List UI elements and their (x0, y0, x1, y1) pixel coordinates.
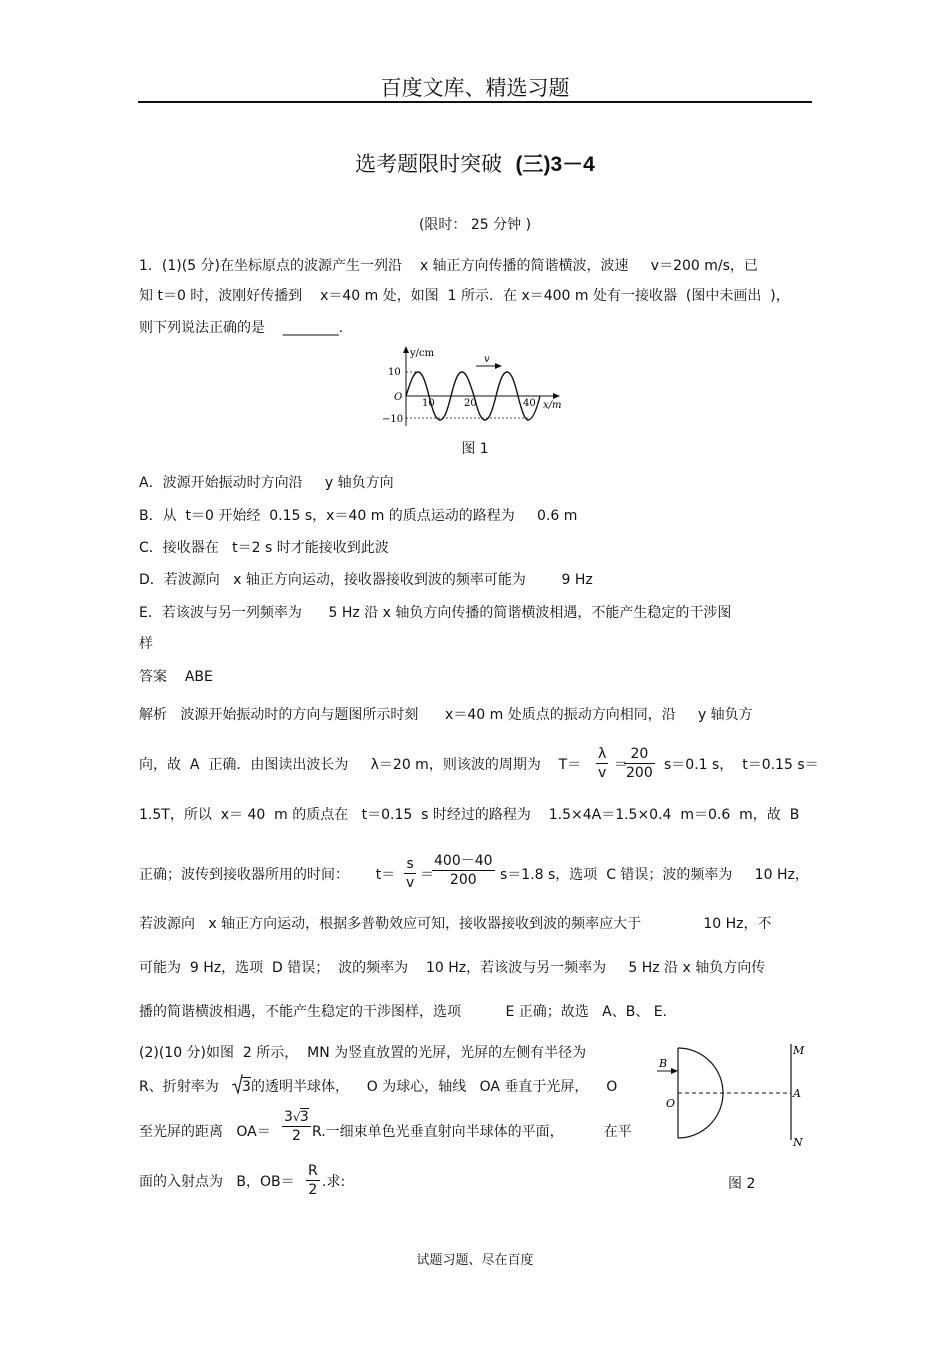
analysis-line-2b: s＝0.1 s， t＝0.15 s＝ (664, 757, 819, 773)
header-rule (138, 101, 812, 103)
equals-sign: ＝ (614, 757, 628, 773)
analysis-line-2a: 向，故 A 正确．由图读出波长为 λ＝20 m，则该波的周期为 T＝ (139, 757, 582, 773)
document-title-part: (三)3－4 (515, 153, 595, 176)
figure-2-hemisphere-diagram (655, 1040, 815, 1150)
velocity-label: v (484, 354, 490, 365)
label-n: N (793, 1136, 803, 1149)
equals-sign: ＝ (420, 867, 434, 883)
analysis-line-3: 1.5T，所以 x＝ 40 m 的质点在 t＝0.15 s 时经过的路程为 1.5×4A＝1.5×0.4 m＝0.6 m，故 B (139, 807, 800, 823)
fraction-numerator: 20 (624, 745, 655, 764)
option-d: D．若波源向 x 轴正方向运动，接收器接收到波的频率可能为 9 Hz (139, 572, 593, 588)
question-2-line-2a: R、折射率为 (139, 1079, 228, 1095)
x-tick-label-10: 10 (422, 398, 435, 409)
answer (139, 667, 213, 687)
page-header-title: 百度文库、精选习题 (380, 76, 570, 100)
fraction-denominator: v (598, 765, 607, 781)
coefficient: 3 (284, 1109, 293, 1125)
x-axis-arrow (553, 393, 560, 399)
figure-1-caption: 图 1 (461, 441, 489, 457)
analysis-line-7: 播的简谐横波相遇，不能产生稳定的干涉图样，选项 E 正确；故选 A、B、 E. (139, 1004, 668, 1020)
sqrt-radicand: 3 (242, 1079, 251, 1095)
analysis-line-6: 可能为 9 Hz，选项 D 错误； 波的频率为 10 Hz，若该波与另一频率为 5 Hz 沿 x 轴负方向传 (139, 960, 766, 976)
fraction-distance-over-speed (432, 852, 495, 889)
figure-2-caption: 图 2 (728, 1176, 756, 1192)
fraction-denominator: 200 (626, 765, 653, 781)
fraction-numerator (282, 1108, 311, 1127)
question-1-line-3: 则下列说法正确的是 ________. (139, 320, 344, 336)
analysis-line-4a: 正确；波传到接收器所用的时间： t＝ (139, 867, 396, 883)
y-tick-label-neg10: −10 (382, 414, 404, 425)
document-title (0, 148, 950, 178)
question-2-line-3a: 至光屏的距离 OA＝ (139, 1124, 271, 1140)
x-tick-label-20: 20 (464, 398, 477, 409)
y-axis-arrow (403, 346, 409, 353)
analysis-line-4b: s＝1.8 s，选项 C 错误；波的频率为 10 Hz， (500, 867, 809, 883)
question-2-line-4a: 面的入射点为 B，OB＝ (139, 1174, 295, 1190)
analysis-line-5: 若波源向 x 轴正方向运动，根据多普勒效应可知，接收器接收到波的频率应大于 10 Hz，不 (139, 916, 772, 932)
figure-1-wave-graph (376, 344, 576, 430)
label-b: B (659, 1057, 668, 1070)
x-tick-label-40: 40 (523, 398, 536, 409)
answer-value: ABE (184, 669, 213, 685)
question-2-line-2b: 的透明半球体， O 为球心，轴线 OA 垂直于光屏， O (251, 1079, 618, 1095)
x-axis-label: x/m (543, 400, 562, 411)
label-o: O (666, 1097, 676, 1110)
velocity-arrowhead (495, 363, 502, 369)
option-e-continuation: 样 (139, 636, 153, 652)
fraction-numerator: λ (598, 746, 607, 762)
fraction-20-over-200 (624, 745, 655, 782)
question-2-line-3b: R.一细束单色光垂直射向半球体的平面， 在平 (312, 1124, 632, 1140)
option-b: B．从 t＝0 开始经 0.15 s，x＝40 m 的质点运动的路程为 0.6 m (139, 508, 578, 524)
fraction-3-root3-over-2 (282, 1108, 311, 1145)
fraction-denominator: v (406, 875, 415, 891)
fraction-numerator: s (404, 855, 416, 874)
sqrt-sign: √ (292, 1110, 301, 1124)
fraction-denominator: 2 (308, 1182, 318, 1198)
label-a: A (793, 1087, 801, 1100)
question-2-line-1: (2)(10 分)如图 2 所示， MN 为竖直放置的光屏，光屏的左侧有半径为 (139, 1045, 587, 1061)
label-m: M (793, 1044, 805, 1057)
page-footer: 试题习题、尽在百度 (416, 1253, 534, 1268)
option-a: A．波源开始振动时方向沿 y 轴负方向 (139, 475, 394, 491)
fraction-denominator: 2 (291, 1128, 301, 1144)
time-limit: (限时： 25 分钟 ) (418, 217, 532, 233)
incident-ray-arrowhead (671, 1068, 678, 1074)
fraction-lambda-over-v (596, 745, 608, 782)
question-1-line-1: 1．(1)(5 分)在坐标原点的波源产生一列沿 x 轴正方向传播的简谐横波，波速 v＝200 m/s，已 (139, 258, 758, 274)
y-tick-label-10: 10 (388, 367, 401, 378)
analysis-line-1: 解析 波源开始振动时的方向与题图所示时刻 x＝40 m 处质点的振动方向相同，沿 y 轴负方 (139, 707, 753, 723)
fraction-numerator: 400－40 (434, 853, 493, 869)
fraction-numerator: R (308, 1163, 318, 1179)
document-title-main: 选考题限时突破 (355, 152, 503, 176)
sqrt-radicand: 3 (299, 1109, 309, 1125)
fraction-s-over-v (404, 855, 416, 892)
answer-label: 答案 (139, 669, 167, 685)
question-2-line-4b: .求: (322, 1174, 346, 1190)
option-c: C．接收器在 t＝2 s 时才能接收到此波 (139, 540, 389, 556)
fraction-denominator: 200 (449, 872, 477, 888)
y-axis-label: y/cm (410, 348, 435, 359)
option-e: E．若该波与另一列频率为 5 Hz 沿 x 轴负方向传播的简谐横波相遇，不能产生稳定的干涉图 (139, 605, 732, 621)
origin-label: O (394, 392, 403, 403)
fraction-r-over-2 (306, 1162, 320, 1199)
question-1-line-2: 知 t＝0 时，波刚好传播到 x＝40 m 处，如图 1 所示．在 x＝400 m 处有一接收器 (图中未画出 )， (139, 288, 790, 304)
